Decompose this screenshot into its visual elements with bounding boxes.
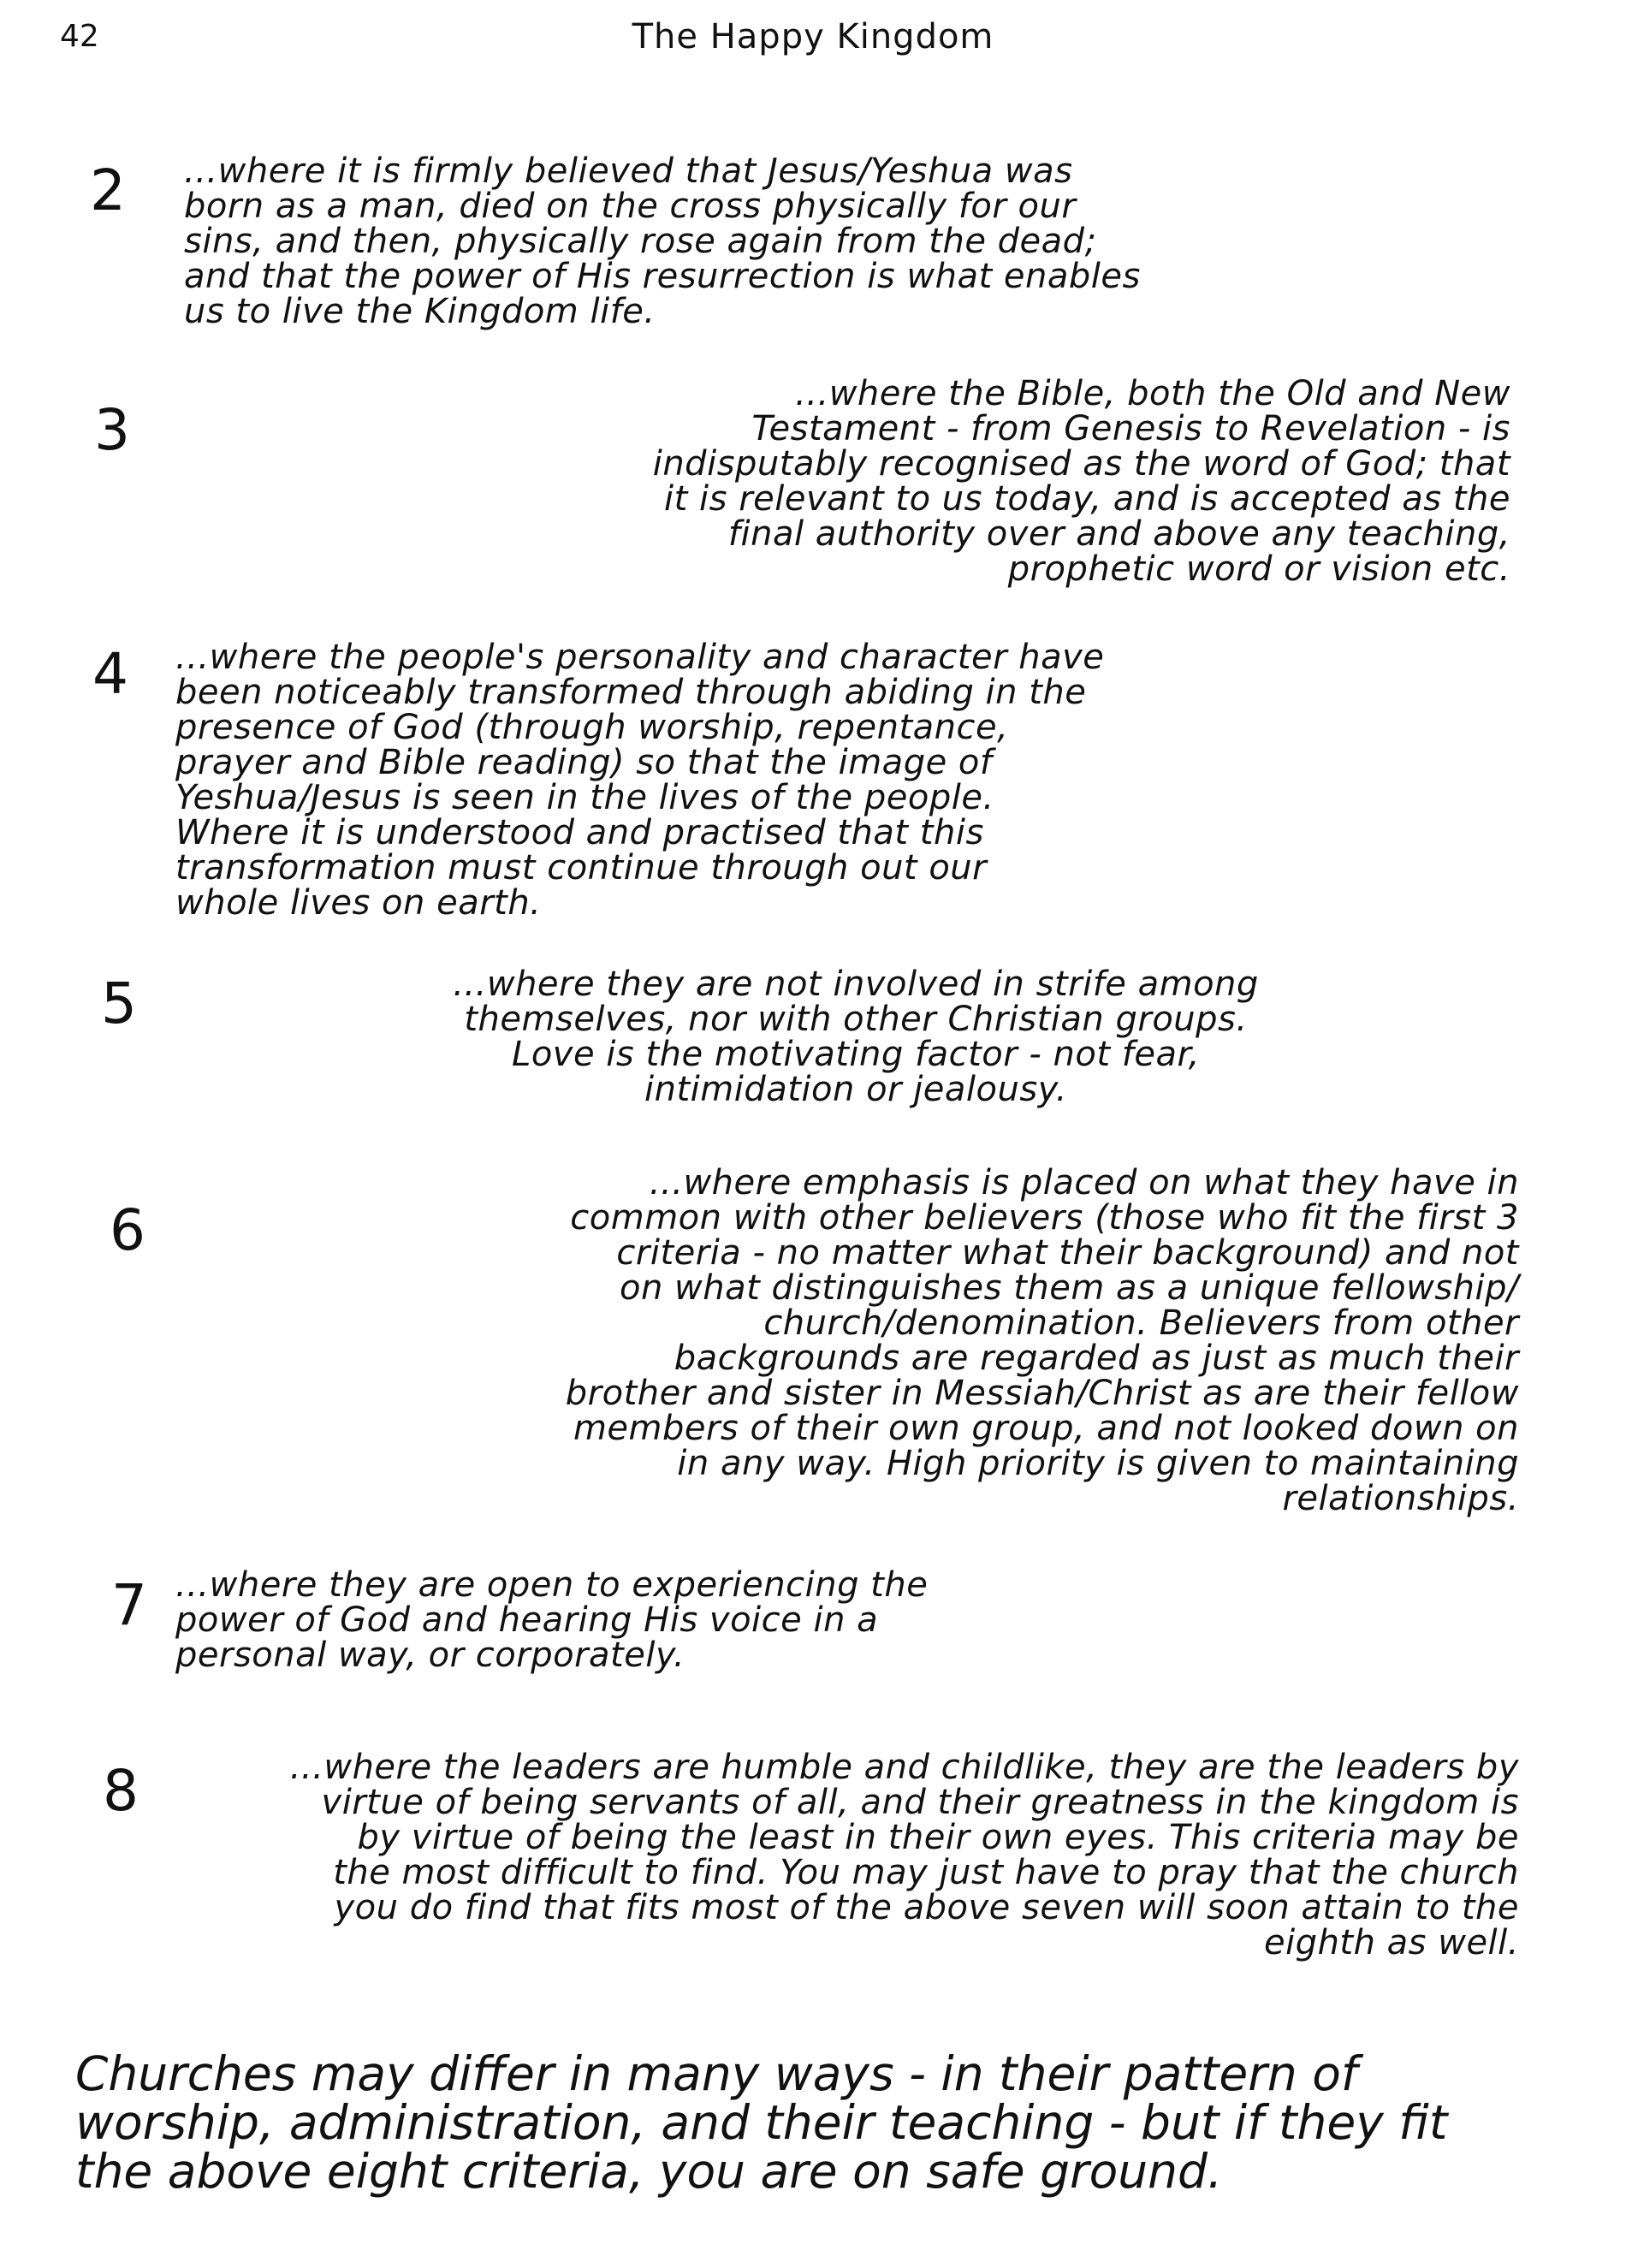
criterion-text: ...where the people's personality and character have been noticeably transformed through abiding in the presence of God (through worship, repentance, prayer and Bible reading) so that the image of Yeshua/Jesus is seen in the lives of the people. Where it is understood and practised that this transformation must continue through out our whole lives on earth. (175, 638, 1105, 923)
closing-statement: Churches may differ in many ways - in their pattern of worship, administration, and their teaching - but if they fit the above eight criteria, you are on safe ground. (75, 2046, 1448, 2199)
criterion-text: ...where the Bible, both the Old and New Testament - from Genesis to Revelation - is indisputably recognised as the word of God; that it is relevant to us today, and is accepted as the final authority over and above any teaching, prophetic word or vision etc. (652, 374, 1510, 589)
criterion-text: ...where it is firmly believed that Jesus/Yeshua was born as a man, died on the cross physically for our sins, and then, physically rose again from the dead; and that the power of His resurrection is what enables us to live the Kingdom life. (184, 151, 1141, 331)
criterion-number: 7 (111, 1572, 147, 1638)
page-number: 42 (60, 19, 99, 54)
criterion-number: 3 (94, 397, 130, 463)
criterion-number: 8 (103, 1758, 139, 1824)
criterion-number: 2 (90, 157, 126, 223)
criterion-number: 5 (101, 971, 137, 1036)
criterion-text: ...where the leaders are humble and childlike, they are the leaders by virtue of being servants of all, and their greatness in the kingdom is by virtue of being the least in their own eyes. This criteria may be the most difficult to find. You may just have to pray that the church you do find that fits most of the above seven will soon attain to the eighth as well. (289, 1748, 1519, 1962)
criterion-text: ...where emphasis is placed on what they have in common with other believers (those who fit the first 3 criteria - no matter what their background) and not on what distinguishes them as a unique fellowship/ church/denomination. Believers from other backgrounds are regarded as just as much their brother and sister in Messiah/Christ as are their fellow members of their own group, and not looked down on in any way. High priority is given to maintaining relationships. (565, 1163, 1519, 1518)
criterion-text: ...where they are open to experiencing the power of God and hearing His voice in a personal way, or corporately. (175, 1565, 929, 1675)
criterion-text: ...where they are not involved in strife among themselves, nor with other Christian groups. Love is the motivating factor - not fear, intimidation or jealousy. (453, 965, 1259, 1109)
running-title: The Happy Kingdom (632, 17, 994, 56)
criterion-number: 4 (92, 641, 128, 707)
criterion-number: 6 (110, 1197, 145, 1263)
